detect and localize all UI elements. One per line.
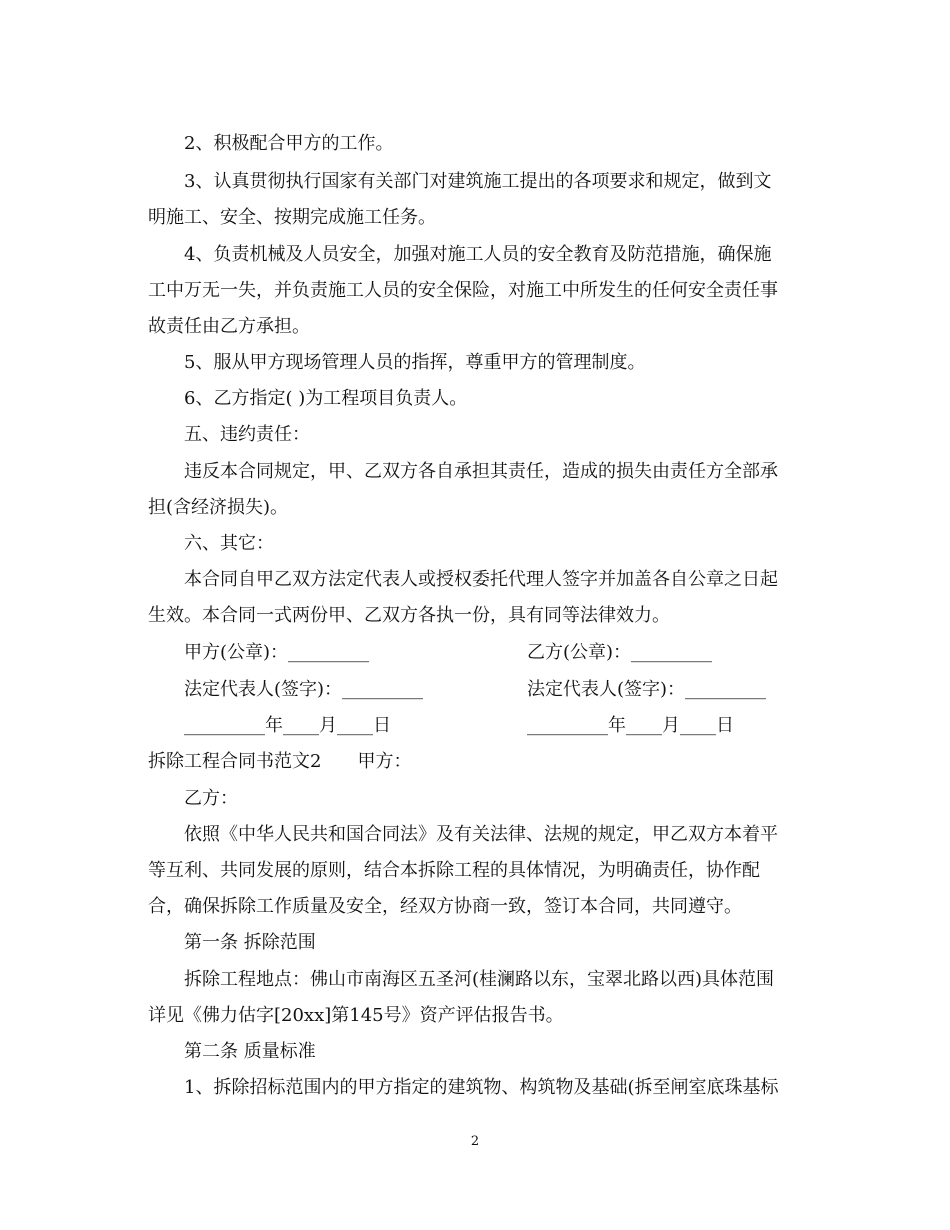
party-b-representative-field: 法定代表人(签字)：_________ xyxy=(527,679,767,700)
party-a-date-field: _________年____月____日 xyxy=(184,715,391,736)
paragraph-line: 详见《佛力估字[20xx]第145号》资产评估报告书。 xyxy=(148,1005,564,1026)
party-b-date-field: _________年____月____日 xyxy=(527,715,734,736)
paragraph-line: 乙方： xyxy=(184,788,238,809)
paragraph-line: 违反本合同规定，甲、乙双方各自承担其责任，造成的损失由责任方全部承 xyxy=(184,461,778,482)
paragraph-line: 担(含经济损失)。 xyxy=(148,497,289,518)
section-heading: 五、违约责任： xyxy=(184,424,310,445)
paragraph-line: 1、拆除招标范围内的甲方指定的建筑物、构筑物及基础(拆至闸室底珠基标 xyxy=(184,1077,779,1098)
paragraph-line: 拆除工程地点：佛山市南海区五圣河(桂澜路以东，宝翠北路以西)具体范围 xyxy=(184,969,775,990)
paragraph-line: 明施工、安全、按期完成施工任务。 xyxy=(148,207,436,228)
paragraph-line: 5、服从甲方现场管理人员的指挥，尊重甲方的管理制度。 xyxy=(184,352,646,373)
document-title-line: 拆除工程合同书范文2 甲方： xyxy=(148,751,412,772)
paragraph-line: 3、认真贯彻执行国家有关部门对建筑施工提出的各项要求和规定，做到文 xyxy=(184,171,772,192)
section-heading: 第一条 拆除范围 xyxy=(184,932,316,953)
paragraph-line: 故责任由乙方承担。 xyxy=(148,316,310,337)
party-a-seal-field: 甲方(公章)：_________ xyxy=(184,642,370,663)
paragraph-line: 依照《中华人民共和国合同法》及有关法律、法规的规定，甲乙双方本着平 xyxy=(184,824,778,845)
paragraph-line: 生效。本合同一式两份甲、乙双方各执一份，具有同等法律效力。 xyxy=(148,605,670,626)
party-a-representative-field: 法定代表人(签字)：_________ xyxy=(184,679,424,700)
paragraph-line: 2、积极配合甲方的工作。 xyxy=(184,133,394,154)
paragraph-line: 本合同自甲乙双方法定代表人或授权委托代理人签字并加盖各自公章之日起 xyxy=(184,569,778,590)
paragraph-line: 工中万无一失，并负责施工人员的安全保险，对施工中所发生的任何安全责任事 xyxy=(148,280,778,301)
section-heading: 六、其它： xyxy=(184,533,274,554)
paragraph-line: 4、负责机械及人员安全，加强对施工人员的安全教育及防范措施，确保施 xyxy=(184,244,772,265)
paragraph-line: 等互利、共同发展的原则，结合本拆除工程的具体情况，为明确责任，协作配 xyxy=(148,860,760,881)
party-b-seal-field: 乙方(公章)：_________ xyxy=(527,642,713,663)
paragraph-line: 合，确保拆除工作质量及安全，经双方协商一致，签订本合同，共同遵守。 xyxy=(148,896,742,917)
page-number: 2 xyxy=(470,1134,480,1149)
section-heading: 第二条 质量标准 xyxy=(184,1041,316,1062)
paragraph-line: 6、乙方指定( )为工程项目负责人。 xyxy=(184,388,468,409)
